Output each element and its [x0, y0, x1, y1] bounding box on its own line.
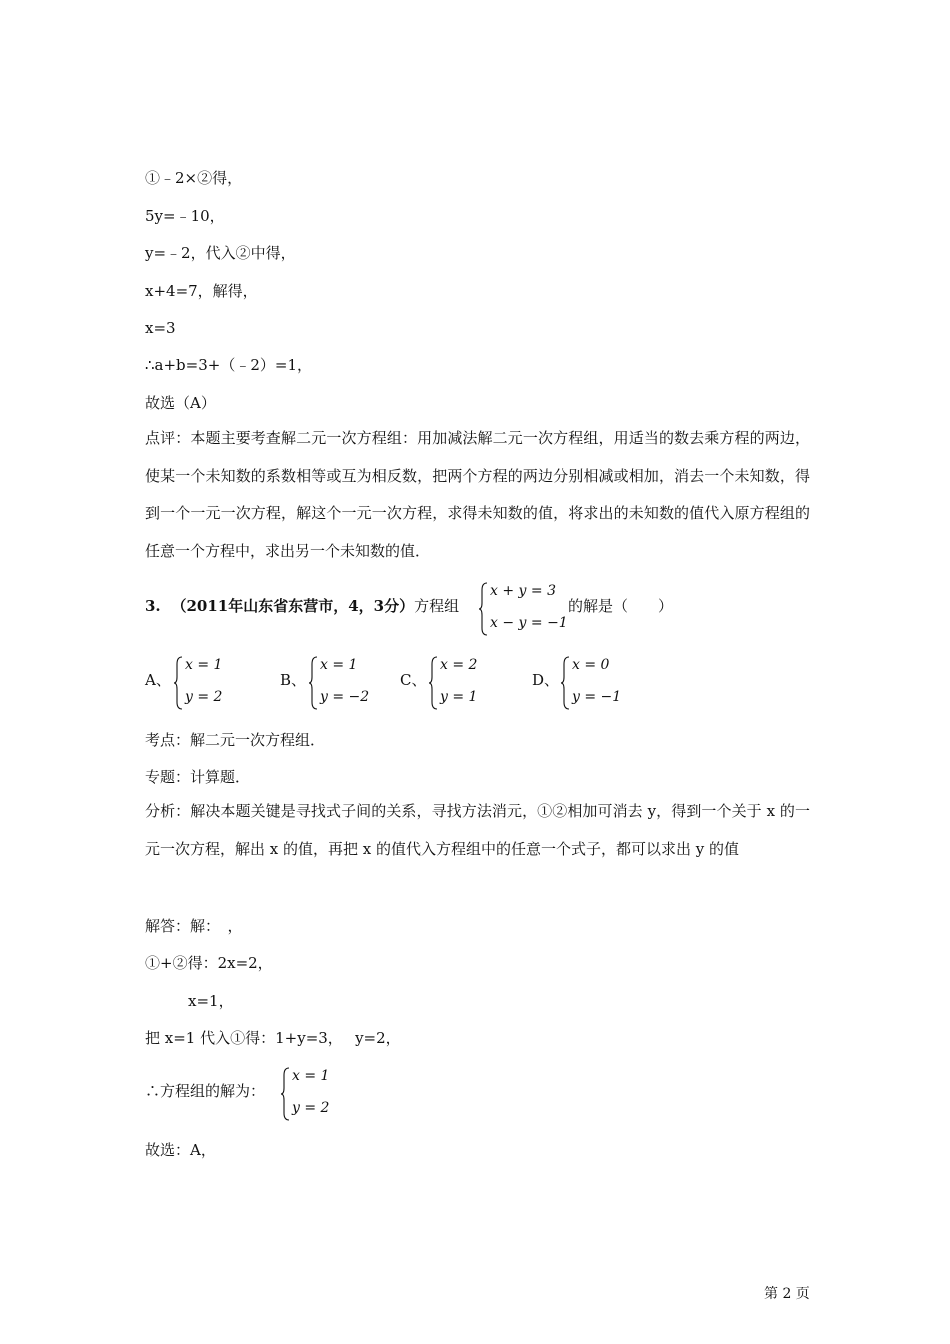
question-header	[145, 596, 459, 616]
option-d-label: D、	[532, 671, 560, 689]
text-line: x+4=7，解得，	[145, 282, 258, 300]
answer-eq-2: y = 2	[292, 1100, 330, 1116]
step-line: ①+②得：2x=2，	[145, 954, 273, 972]
brace-icon	[308, 656, 318, 710]
step-line: x=1，	[188, 992, 234, 1010]
option-d-eq-2: y = −1	[572, 689, 622, 705]
brace-icon	[280, 1067, 290, 1121]
brace-icon	[478, 582, 488, 636]
fenxi-paragraph: 分析：解决本题关键是寻找式子间的关系，寻找方法消元，①②相加可消去 y，得到一个关于 x 的一元一次方程，解出 x 的值，再把 x 的值代入方程组中的任意一个式子，都可以求出 y 的值	[145, 802, 810, 858]
text-line: ①﹣2×②得，	[145, 169, 243, 187]
comment-paragraph: 点评：本题主要考查解二元一次方程组：用加减法解二元一次方程组，用适当的数去乘方程的两边，使某一个未知数的系数相等或互为相反数，把两个方程的两边分别相减或相加，消去一个未知数，得到一个一元一次方程，解这个一元一次方程，求得未知数的值，将求出的未知数的值代入原方程组的任意一个方程中，求出另一个未知数的值．	[145, 429, 810, 560]
option-a-system	[173, 656, 253, 710]
option-c-system	[428, 656, 508, 710]
option-b-eq-1: x = 1	[320, 657, 358, 673]
option-d-system	[560, 656, 640, 710]
answer-system	[280, 1067, 360, 1121]
brace-icon	[560, 656, 570, 710]
option-b-eq-2: y = −2	[320, 689, 370, 705]
text-line: ∴a+b=3+（﹣2）=1，	[145, 356, 312, 374]
option-c-eq-2: y = 1	[440, 689, 478, 705]
kaodian-line: 考点：解二元一次方程组．	[145, 731, 326, 749]
option-c-eq-1: x = 2	[440, 657, 478, 673]
option-a-eq-1: x = 1	[185, 657, 223, 673]
jieda-line: 解答：解： ，	[145, 917, 243, 935]
option-b-label: B、	[280, 671, 307, 689]
answer-prefix: ∴方程组的解为：	[145, 1082, 266, 1100]
option-a-label: A、	[145, 671, 171, 689]
text-line: x=3	[145, 319, 176, 337]
question-system	[478, 582, 568, 636]
question-source: （2011年山东省东营市，4，3分）	[171, 597, 415, 615]
final-line: 故选：A，	[145, 1141, 216, 1159]
question-prefix: 方程组	[414, 597, 460, 615]
text-line: 故选（A）	[145, 394, 216, 412]
answer-eq-1: x = 1	[292, 1068, 330, 1084]
question-suffix: 的解是（ ）	[568, 597, 674, 615]
option-c-label: C、	[400, 671, 427, 689]
brace-icon	[173, 656, 183, 710]
question-number: 3.	[145, 597, 161, 615]
option-b-system	[308, 656, 388, 710]
text-line: y=﹣2，代入②中得，	[145, 244, 296, 262]
page-number: 第 2 页	[764, 1286, 810, 1302]
step-line: 把 x=1 代入①得：1+y=3， y=2，	[145, 1029, 401, 1047]
system-eq-2: x − y = −1	[490, 615, 568, 631]
option-a-eq-2: y = 2	[185, 689, 223, 705]
brace-icon	[428, 656, 438, 710]
option-d-eq-1: x = 0	[572, 657, 610, 673]
system-eq-1: x + y = 3	[490, 583, 556, 599]
text-line: 5y=﹣10，	[145, 207, 225, 225]
zhuanti-line: 专题：计算题．	[145, 768, 251, 786]
